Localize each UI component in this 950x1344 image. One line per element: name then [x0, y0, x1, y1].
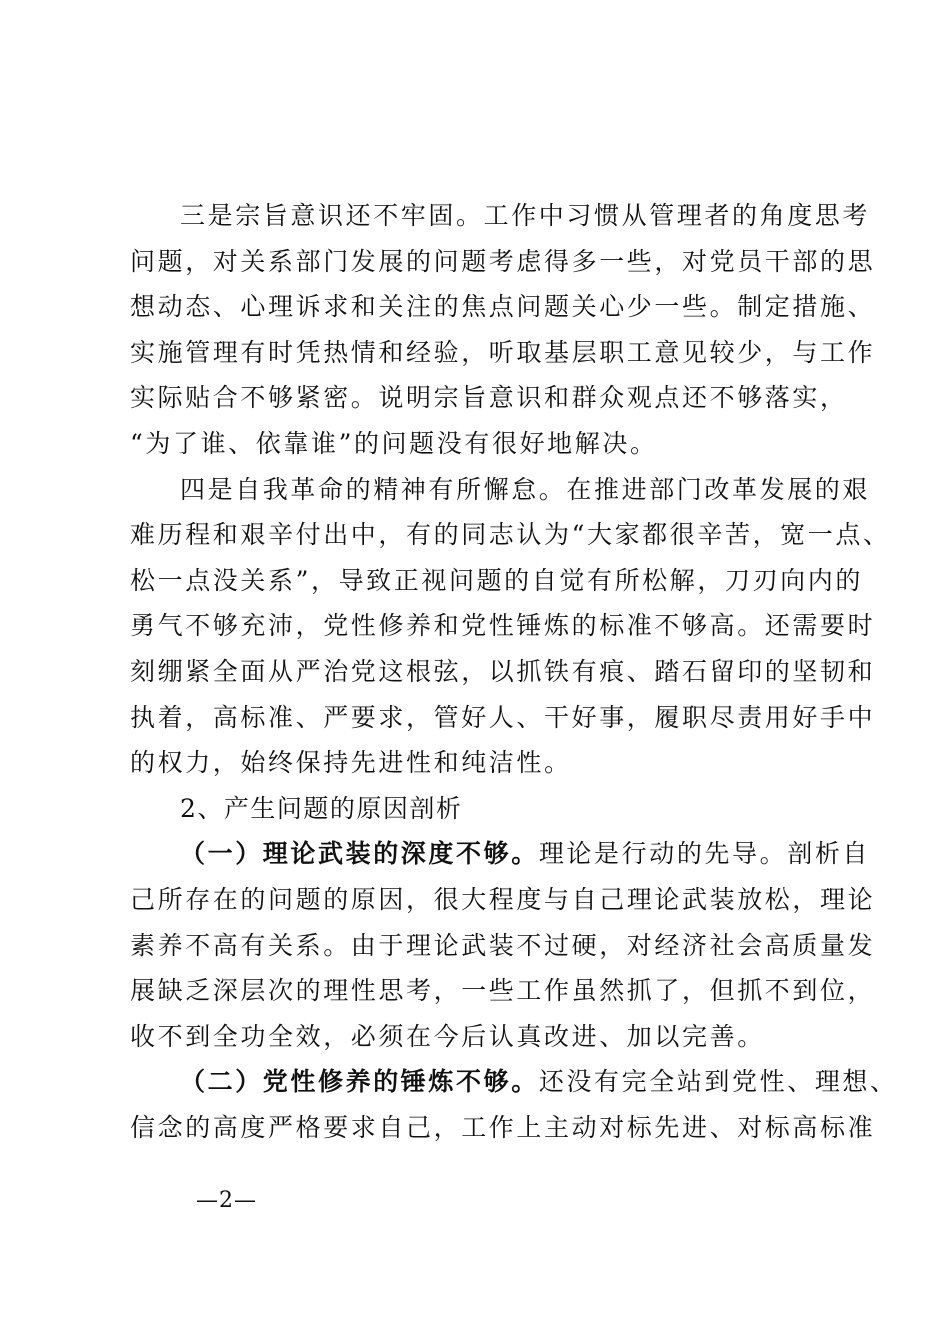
text-line: 实际贴合不够紧密。说明宗旨意识和群众观点还不够落实， [130, 383, 848, 413]
text-line: 四是自我革命的精神有所懈怠。在推进部门改革发展的艰 [180, 474, 871, 504]
section-heading: 2、产生问题的原因剖析 [180, 793, 463, 823]
text-line: 难历程和艰辛付出中，有的同志认为“大家都很辛苦，宽一点、 [130, 520, 891, 550]
sub-heading-title: （一）理论武装的深度不够。 [180, 839, 539, 869]
text-line: “为了谁、依靠谁”的问题没有很好地解决。 [130, 428, 658, 458]
text-line: 松一点没关系”，导致正视问题的自觉有所松解，刀刃向内的 [130, 565, 863, 595]
text-line: 问题，对关系部门发展的问题考虑得多一些，对党员干部的思 [130, 246, 876, 276]
text-line: 三是宗旨意识还不牢固。工作中习惯从管理者的角度思考 [180, 201, 871, 230]
sub-heading-title: （二）党性修养的锤炼不够。 [180, 1067, 539, 1097]
text-line: 展缺乏深层次的理性思考，一些工作虽然抓了，但抓不到位， [130, 976, 876, 1006]
text-line: 己所存在的问题的原因，很大程度与自己理论武装放松，理论 [130, 884, 876, 914]
text-line: 刻绷紧全面从严治党这根弦，以抓铁有痕、踏石留印的坚韧和 [130, 656, 876, 686]
body-text [130, 193, 898, 1150]
text-line: 素养不高有关系。由于理论武装不过硬，对经济社会高质量发 [130, 930, 876, 960]
text-line: 执着，高标准、严要求，管好人、干好事，履职尽责用好手中 [130, 702, 876, 732]
text-line: 实施管理有时凭热情和经验，听取基层职工意见较少，与工作 [130, 337, 876, 367]
sub-heading-body: 还没有完全站到党性、理想、 [538, 1067, 898, 1097]
text-line: 的权力，始终保持先进性和纯洁性。 [130, 748, 572, 778]
text-line: 收不到全功全效，必须在今后认真改进、加以完善。 [130, 1021, 765, 1051]
text-line: 勇气不够充沛，党性修养和党性锤炼的标准不够高。还需要时 [130, 611, 876, 641]
text-line: 信念的高度严格要求自己，工作上主动对标先进、对标高标准 [130, 1112, 876, 1142]
sub-heading-body: 理论是行动的先导。剖析自 [538, 839, 871, 869]
page-number: —2— [196, 1188, 257, 1213]
text-line [130, 831, 871, 877]
text-line [130, 1059, 898, 1105]
text-line: 想动态、心理诉求和关注的焦点问题关心少一些。制定措施、 [130, 292, 876, 322]
